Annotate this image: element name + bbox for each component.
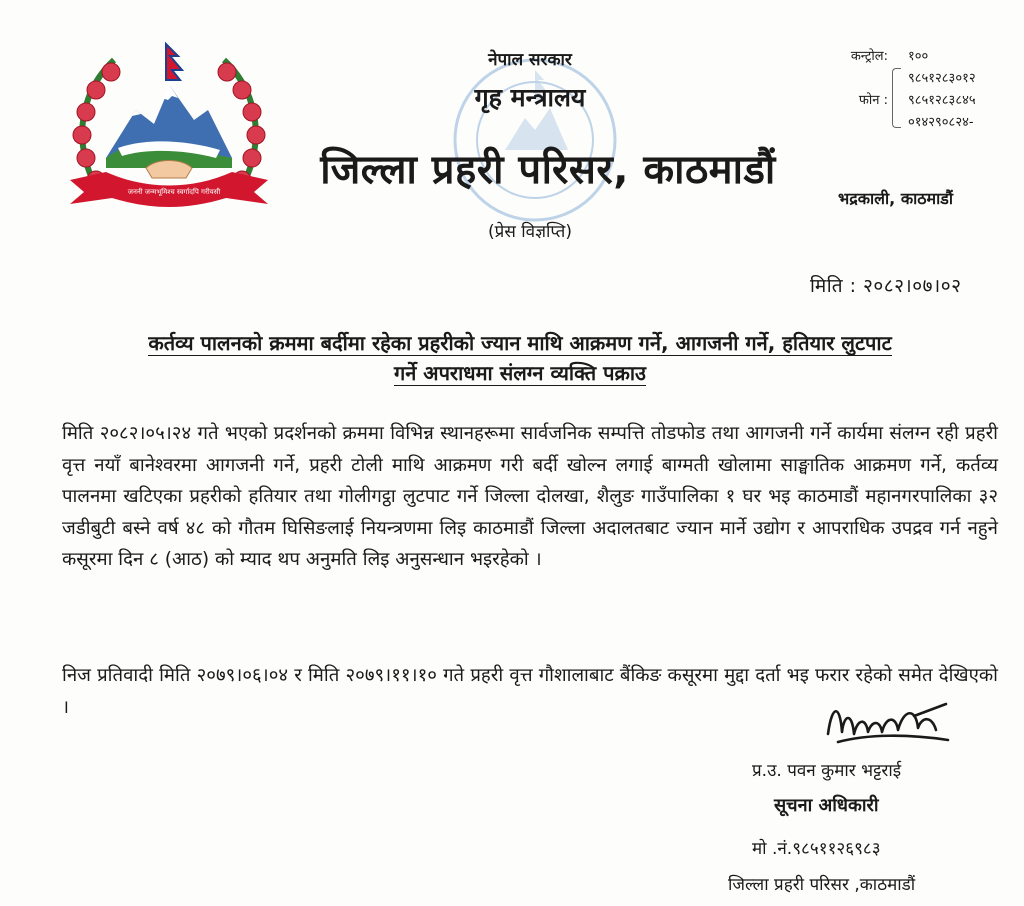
control-label: कन्ट्रोल: (850, 49, 888, 64)
contact-block (824, 46, 1020, 134)
phone-number-1: ९८५१२८३०१२ (908, 71, 976, 86)
signatory-title: सूचना अधिकारी (774, 795, 879, 816)
body-paragraph-1: मिति २०८२।०५।२४ गते भएको प्रदर्शनको क्रममा विभिन्न स्थानहरूमा सार्वजनिक सम्पत्ति तोडफोड तथा आगजनी गर्ने कार्यमा संलग्न रही प्रहरी वृत्त नयाँ बानेश्वरमा आगजनी गर्ने, प्रहरी टोली माथि आक्रमण गरी बर्दी खोल्न लगाई बाग्मती खोलामा साङ्घातिक आक्रमण गर्ने, कर्तव्य पालनमा खटिएका प्रहरीको हतियार तथा गोलीगट्ठा लुटपाट गर्ने जिल्ला दोलखा, शैलुङ गाउँपालिका १ घर भइ काठमाडौं महानगरपालिका ३२ जडीबुटी बस्ने वर्ष ४८ को गौतम घिसिङलाई नियन्त्रणमा लिइ काठमाडौं जिल्ला अदालतबाट ज्यान मार्ने उद्योग र आपराधिक उपद्रव गर्न नहुने कसूरमा दिन ८ (आठ) को म्याद थप अनुमति लिइ अनुसन्धान भइरहेको । (62, 423, 998, 570)
office-location: भद्रकाली, काठमाडौं (838, 189, 953, 208)
subject-line-2: गर्ने अपराधमा संलग्न व्यक्ति पक्राउ (393, 361, 647, 385)
phone-number-2: ९८५१२८३८४५ (908, 93, 976, 108)
subject-line-1: कर्तव्य पालनको क्रममा बर्दीमा रहेका प्रहरीको ज्यान माथि आक्रमण गर्ने, आगजनी गर्ने, हतियार लुटपाट (148, 331, 892, 355)
document-date: मिति : २०८२।०७।०२ (810, 275, 962, 297)
signatory-mobile: मो .नं.९८५११२६९८३ (752, 839, 881, 859)
signatory-office: जिल्ला प्रहरी परिसर ,काठमाडौं (728, 875, 916, 895)
signatory-name: प्र.उ. पवन कुमार भट्टराई (752, 761, 902, 781)
ministry-name: गृह मन्त्रालय (474, 83, 586, 112)
document-type: (प्रेस विज्ञप्ति) (488, 222, 572, 242)
subject-heading (60, 328, 980, 388)
handwritten-signature-icon (818, 694, 958, 754)
emblem-motto: जननी जन्मभूमिश्च स्वर्गादपि गरीयसी (127, 188, 221, 196)
phone-brace (892, 68, 901, 128)
phone-label: फोन : (858, 93, 888, 108)
control-value: १०० (908, 49, 929, 64)
government-name: नेपाल सरकार (488, 50, 572, 70)
body-paragraph-2: निज प्रतिवादी मिति २०७९।०६।०४ र मिति २०७९।११।१० गते प्रहरी वृत्त गौशालाबाट बैंकिङ कसूरमा मुद्दा दर्ता भइ फरार रहेको समेत देखिएको । (62, 665, 998, 718)
office-name: जिल्ला प्रहरी परिसर, काठमाडौं (320, 147, 776, 193)
phone-number-3: ०१४२९०८२४- (908, 115, 974, 130)
nepal-emblem-icon (66, 40, 272, 210)
